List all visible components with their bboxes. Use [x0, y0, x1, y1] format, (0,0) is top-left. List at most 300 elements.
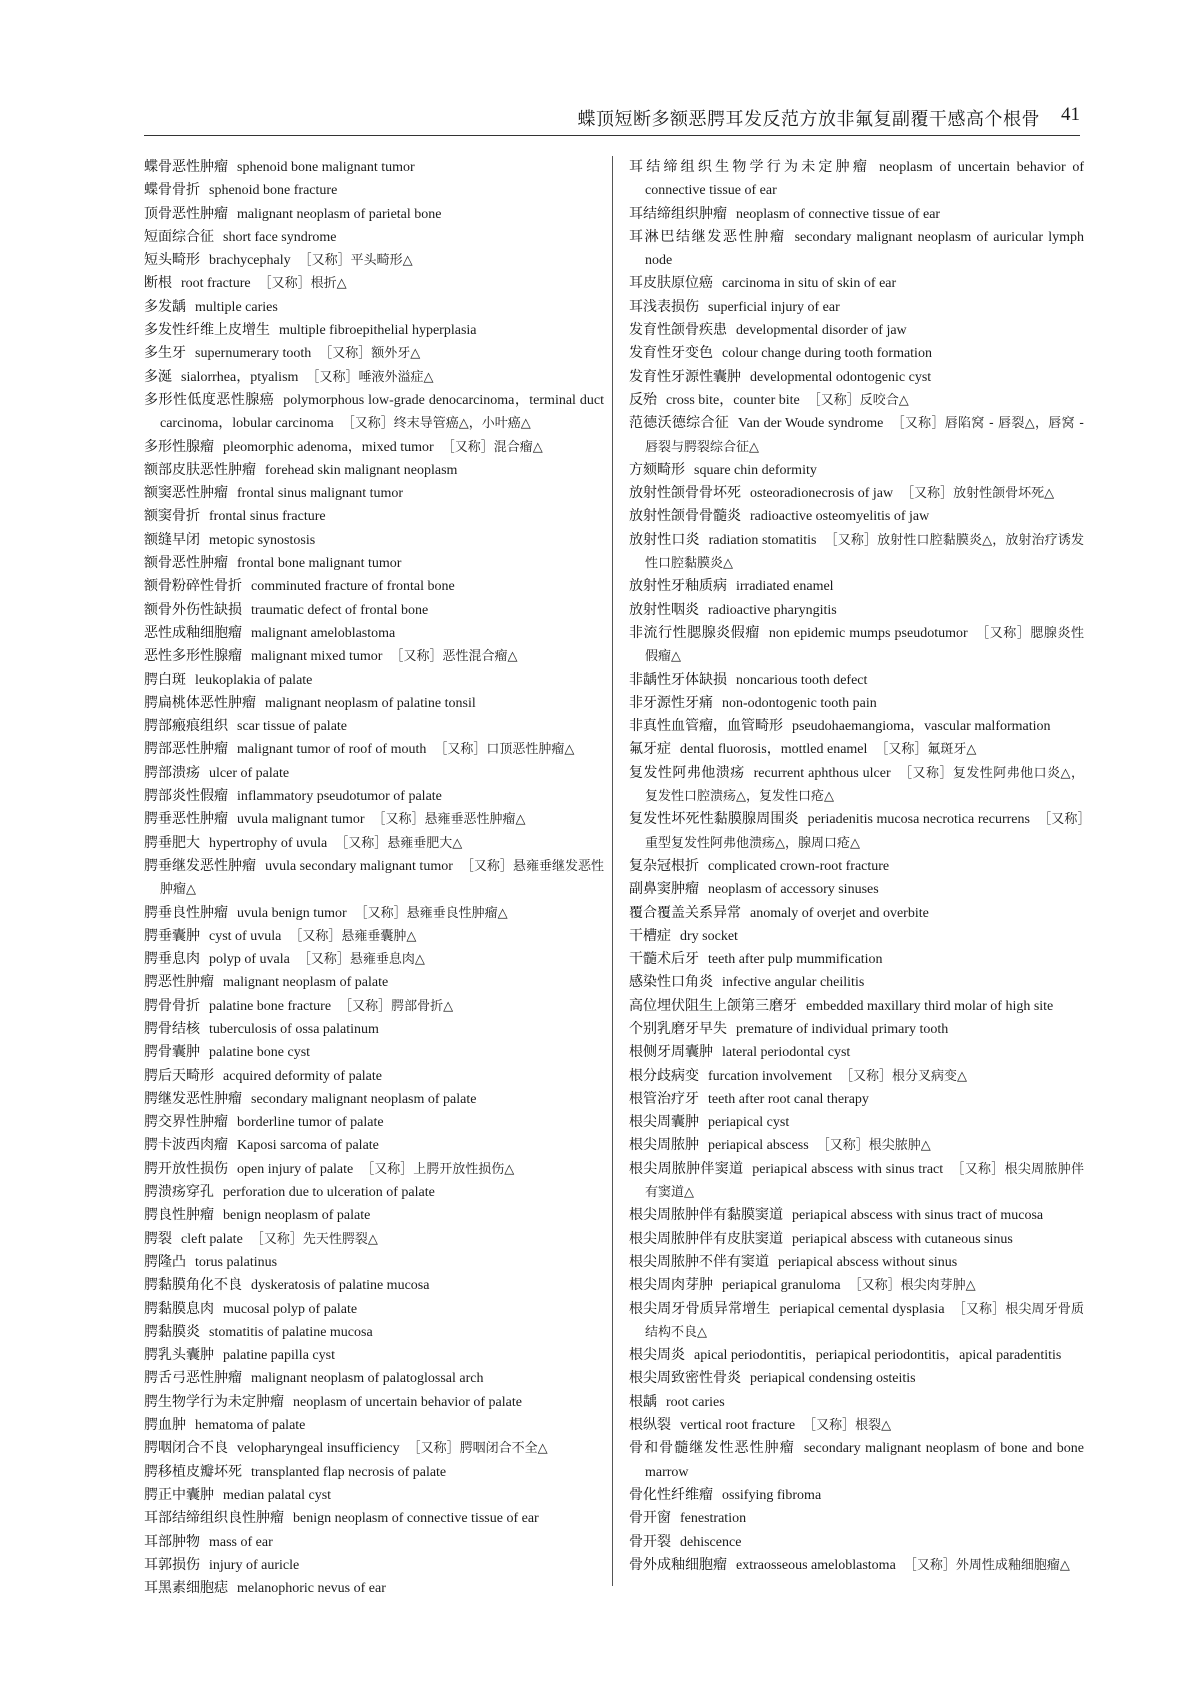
- term-synonym: ［ 又称］口顶恶性肿瘤△: [434, 742, 574, 757]
- term-chinese: 腭隆凸: [144, 1253, 186, 1270]
- glossary-entry: [629, 599, 1084, 622]
- term-synonym: ［ 又称］混合瘤△: [442, 440, 543, 455]
- term-chinese: 腭部瘢痕组织: [144, 718, 228, 735]
- term-chinese: 范德沃德综合征: [629, 415, 730, 432]
- term-synonym: ［ 又称］悬雍垂肥大△: [335, 836, 462, 851]
- glossary-entry: [144, 948, 604, 971]
- term-chinese: 腭开放性损伤: [144, 1160, 228, 1177]
- term-chinese: 骨和骨髓继发性恶性肿瘤: [629, 1440, 795, 1457]
- term-chinese: 骨开裂: [629, 1533, 671, 1550]
- glossary-entry: [629, 925, 1084, 948]
- glossary-entry: [144, 366, 604, 389]
- term-english: palatine bone fracture: [209, 998, 332, 1014]
- glossary-entry: [144, 832, 604, 855]
- term-chinese: 骨化性纤维瘤: [629, 1486, 713, 1503]
- term-chinese: 腭垂息肉: [144, 951, 200, 968]
- term-chinese: 覆合覆盖关系异常: [629, 904, 741, 921]
- glossary-entry: [629, 1414, 1084, 1437]
- term-english: short face syndrome: [223, 229, 337, 245]
- term-synonym: ［ 又称］复发性阿弗他口炎△，复发性口腔溃疡△，复发性口疮△: [645, 766, 1084, 804]
- glossary-entry: [629, 738, 1084, 761]
- glossary-entry: [144, 1088, 604, 1111]
- term-chinese: 根尖周致密性骨炎: [629, 1370, 741, 1387]
- glossary-entry: [629, 878, 1084, 901]
- term-chinese: 腭交界性肿瘤: [144, 1114, 228, 1131]
- term-chinese: 恶性多形性腺瘤: [144, 648, 242, 665]
- term-english: hematoma of palate: [195, 1418, 306, 1434]
- term-chinese: 顶骨恶性肿瘤: [144, 205, 228, 222]
- term-english: torus palatinus: [195, 1254, 278, 1270]
- term-english: benign neoplasm of palate: [223, 1208, 371, 1224]
- term-english: radiation stomatitis: [708, 532, 817, 548]
- term-english: pleomorphic adenoma，mixed tumor: [223, 439, 434, 455]
- glossary-entry: [144, 738, 604, 761]
- glossary-entry: [144, 1461, 604, 1484]
- term-english: periapical condensing osteitis: [750, 1371, 916, 1387]
- term-chinese: 恶性成釉细胞瘤: [144, 624, 242, 641]
- term-english: square chin deformity: [694, 462, 817, 478]
- glossary-entry: [144, 1367, 604, 1390]
- term-synonym: ［ 又称］放射性颌骨坏死△: [901, 486, 1054, 501]
- glossary-entry: [629, 948, 1084, 971]
- term-chinese: 腭黏膜炎: [144, 1323, 200, 1340]
- term-chinese: 放射性颌骨骨髓炎: [629, 508, 741, 525]
- glossary-entry: [144, 785, 604, 808]
- term-chinese: 腭继发恶性肿瘤: [144, 1090, 242, 1107]
- term-chinese: 腭骨骨折: [144, 997, 200, 1014]
- term-english: polyp of uvala: [209, 952, 290, 968]
- term-chinese: 蝶骨骨折: [144, 182, 200, 199]
- term-english: developmental disorder of jaw: [736, 323, 907, 339]
- term-chinese: 根尖周牙骨质异常增生: [629, 1300, 771, 1317]
- term-english: dental fluorosis，mottled enamel: [680, 742, 868, 758]
- term-english: secondary malignant neoplasm of palate: [251, 1091, 477, 1107]
- term-english: osteoradionecrosis of jaw: [750, 486, 894, 502]
- term-english: uvula benign tumor: [237, 905, 347, 921]
- term-chinese: 腭咽闭合不良: [144, 1440, 228, 1457]
- glossary-entry: [629, 622, 1084, 669]
- term-english: malignant mixed tumor: [251, 649, 383, 665]
- glossary-entry: [144, 762, 604, 785]
- glossary-entry: [629, 1204, 1084, 1227]
- term-chinese: 蝶骨恶性肿瘤: [144, 159, 228, 175]
- term-chinese: 腭溃疡穿孔: [144, 1184, 214, 1201]
- term-english: recurrent aphthous ulcer: [753, 765, 891, 781]
- term-chinese: 多形性腺瘤: [144, 438, 214, 455]
- term-chinese: 腭裂: [144, 1230, 172, 1247]
- term-english: transplanted flap necrosis of palate: [251, 1464, 447, 1480]
- term-synonym: ［ 又称］悬雍垂囊肿△: [289, 929, 416, 944]
- term-chinese: 多发性纤维上皮增生: [144, 322, 270, 339]
- term-english: periapical abscess with sinus tract of mucosa: [792, 1208, 1044, 1224]
- term-english: median palatal cyst: [223, 1487, 332, 1503]
- term-chinese: 副鼻窦肿瘤: [629, 881, 699, 898]
- glossary-entry: [144, 622, 604, 645]
- term-chinese: 多发龋: [144, 298, 186, 315]
- glossary-entry: [629, 1228, 1084, 1251]
- glossary-entry: [629, 156, 1084, 203]
- glossary-entry: [144, 529, 604, 552]
- term-chinese: 非牙源性牙痛: [629, 694, 713, 711]
- term-english: extraosseous ameloblastoma: [736, 1557, 896, 1573]
- glossary-entry: [144, 1158, 604, 1181]
- term-english: irradiated enamel: [736, 579, 834, 595]
- glossary-entry: [629, 1367, 1084, 1390]
- term-chinese: 短头畸形: [144, 252, 200, 269]
- glossary-entry: [144, 855, 604, 902]
- term-synonym: ［ 又称］悬雍垂良性肿瘤△: [355, 906, 508, 921]
- term-english: non-odontogenic tooth pain: [722, 695, 877, 711]
- glossary-entry: [629, 1344, 1084, 1367]
- glossary-entry: [629, 1134, 1084, 1157]
- term-english: mass of ear: [209, 1534, 273, 1550]
- term-chinese: 多形性低度恶性腺癌: [144, 391, 275, 408]
- glossary-entry: [629, 855, 1084, 878]
- glossary-entry: [629, 389, 1084, 412]
- term-synonym: ［ 又称］恶性混合瘤△: [390, 649, 517, 664]
- term-english: carcinoma in situ of skin of ear: [722, 276, 897, 292]
- term-chinese: 放射性颌骨骨坏死: [629, 485, 741, 502]
- term-synonym: ［ 又称］根分叉病变△: [840, 1069, 967, 1084]
- term-english: traumatic defect of frontal bone: [251, 602, 429, 618]
- glossary-entry: [629, 1018, 1084, 1041]
- term-english: neoplasm of uncertain behavior of connective tissue of ear: [645, 160, 1084, 199]
- term-chinese: 耳浅表损伤: [629, 298, 699, 315]
- term-synonym: ［ 又称］外周性成釉细胞瘤△: [904, 1558, 1070, 1573]
- term-english: radioactive pharyngitis: [708, 602, 837, 618]
- glossary-entry: [144, 995, 604, 1018]
- glossary-entry: [144, 1111, 604, 1134]
- glossary-entry: [629, 1041, 1084, 1064]
- term-chinese: 根尖周炎: [629, 1347, 685, 1364]
- term-english: root fracture: [181, 276, 251, 292]
- glossary-entry: [629, 459, 1084, 482]
- glossary-entry: [629, 1251, 1084, 1274]
- term-chinese: 额窦骨折: [144, 508, 200, 525]
- term-chinese: 发育性牙变色: [629, 345, 713, 362]
- term-chinese: 腭乳头囊肿: [144, 1347, 214, 1364]
- glossary-entry: [144, 575, 604, 598]
- term-chinese: 根尖周脓肿: [629, 1137, 699, 1154]
- term-synonym: ［ 又称］氟斑牙△: [875, 742, 976, 757]
- glossary-entry: [629, 1531, 1084, 1554]
- term-english: ulcer of palate: [209, 765, 290, 781]
- term-chinese: 耳皮肤原位癌: [629, 275, 713, 292]
- glossary-entry: [144, 249, 604, 272]
- term-english: frontal bone malignant tumor: [237, 556, 402, 572]
- glossary-entry: [144, 808, 604, 831]
- term-english: neoplasm of connective tissue of ear: [736, 206, 941, 222]
- term-chinese: 耳淋巴结继发恶性肿瘤: [629, 228, 786, 245]
- term-english: cross bite，counter bite: [666, 392, 800, 408]
- glossary-entry: [144, 1041, 604, 1064]
- column-divider: [612, 156, 613, 1586]
- term-chinese: 骨外成釉细胞瘤: [629, 1556, 727, 1573]
- glossary-entry: [629, 1088, 1084, 1111]
- glossary-entry: [144, 1437, 604, 1460]
- term-chinese: 腭正中囊肿: [144, 1486, 214, 1503]
- glossary-entry: [629, 1554, 1084, 1577]
- glossary-entry: [144, 1298, 604, 1321]
- glossary-entry: [144, 342, 604, 365]
- term-chinese: 腭扁桃体恶性肿瘤: [144, 694, 256, 711]
- term-english: teeth after root canal therapy: [708, 1091, 869, 1107]
- term-chinese: 非真性血管瘤，血管畸形: [629, 718, 783, 735]
- term-chinese: 反殆: [629, 391, 657, 408]
- term-chinese: 耳部结缔组织良性肿瘤: [144, 1510, 284, 1527]
- glossary-entry: [629, 1507, 1084, 1530]
- glossary-entry: [629, 296, 1084, 319]
- glossary-entry: [629, 366, 1084, 389]
- glossary-entry: [144, 669, 604, 692]
- term-chinese: 额骨外伤性缺损: [144, 601, 242, 618]
- term-chinese: 腭生物学行为未定肿瘤: [144, 1393, 284, 1410]
- glossary-entry: [144, 1507, 604, 1530]
- left-column: [144, 156, 604, 1600]
- glossary-entry: [629, 226, 1084, 273]
- term-chinese: 根尖周脓肿伴有皮肤窦道: [629, 1230, 783, 1247]
- glossary-entry: [144, 1344, 604, 1367]
- term-english: periadenitis mucosa necrotica recurrens: [807, 812, 1030, 828]
- term-english: brachycephaly: [209, 253, 291, 269]
- glossary-entry: [629, 482, 1084, 505]
- term-english: lateral periodontal cyst: [722, 1045, 851, 1061]
- term-english: superficial injury of ear: [708, 299, 840, 315]
- term-synonym: ［ 又称］根裂△: [803, 1418, 891, 1433]
- term-english: developmental odontogenic cyst: [750, 369, 932, 385]
- term-english: malignant neoplasm of palatine tonsil: [265, 695, 476, 711]
- term-synonym: ［ 又称］终末导管癌△，小叶癌△: [342, 416, 531, 431]
- term-synonym: ［ 又称］放射性口腔黏膜炎△，放射治疗诱发性口腔黏膜炎△: [645, 533, 1084, 571]
- term-chinese: 腭骨结核: [144, 1020, 200, 1037]
- term-chinese: 复发性阿弗他溃疡: [629, 764, 745, 781]
- term-english: teeth after pulp mummification: [708, 952, 883, 968]
- glossary-entry: [629, 505, 1084, 528]
- term-chinese: 腭垂继发恶性肿瘤: [144, 857, 257, 874]
- term-chinese: 耳部肿物: [144, 1533, 200, 1550]
- term-english: cleft palate: [181, 1231, 243, 1247]
- term-english: forehead skin malignant neoplasm: [265, 462, 458, 478]
- glossary-entry: [629, 669, 1084, 692]
- term-english: vertical root fracture: [680, 1418, 796, 1434]
- glossary-entry: [629, 1391, 1084, 1414]
- term-chinese: 腭黏膜角化不良: [144, 1277, 242, 1294]
- term-english: periapical cyst: [708, 1115, 790, 1131]
- term-english: infective angular cheilitis: [722, 975, 865, 991]
- glossary-entry: [629, 1274, 1084, 1297]
- glossary-entry: [144, 692, 604, 715]
- glossary-entry: [629, 692, 1084, 715]
- glossary-entry: [629, 342, 1084, 365]
- term-chinese: 根尖周脓肿不伴有窦道: [629, 1253, 769, 1270]
- term-synonym: ［ 又称］根尖脓肿△: [817, 1138, 931, 1153]
- glossary-entry: [629, 762, 1084, 809]
- term-chinese: 腭舌弓恶性肿瘤: [144, 1370, 242, 1387]
- term-english: supernumerary tooth: [195, 346, 312, 362]
- right-column: [629, 156, 1084, 1577]
- term-chinese: 腭后天畸形: [144, 1067, 214, 1084]
- term-chinese: 复发性坏死性黏膜腺周围炎: [629, 811, 799, 828]
- term-synonym: ［ 又称］悬雍垂息肉△: [298, 952, 425, 967]
- term-english: periapical abscess with cutaneous sinus: [792, 1231, 1013, 1247]
- term-chinese: 断根: [144, 275, 172, 292]
- glossary-entry: [144, 1274, 604, 1297]
- term-english: pseudohaemangioma，vascular malformation: [792, 719, 1051, 735]
- term-chinese: 腭垂囊肿: [144, 927, 200, 944]
- term-chinese: 根纵裂: [629, 1417, 671, 1434]
- glossary-entry: [144, 1204, 604, 1227]
- term-english: malignant neoplasm of parietal bone: [237, 206, 442, 222]
- glossary-entry: [629, 1484, 1084, 1507]
- term-chinese: 额骨粉碎性骨折: [144, 578, 242, 595]
- term-synonym: ［ 又称］重型复发性阿弗他溃疡△，腺周口疮△: [645, 812, 1084, 850]
- term-synonym: ［ 又称］反咬合△: [808, 393, 909, 408]
- glossary-entry: [144, 459, 604, 482]
- term-english: malignant neoplasm of palatoglossal arch: [251, 1371, 484, 1387]
- term-chinese: 方颏畸形: [629, 461, 685, 478]
- term-chinese: 额缝早闭: [144, 531, 200, 548]
- term-english: root caries: [666, 1394, 725, 1410]
- glossary-entry: [629, 412, 1084, 459]
- term-english: fenestration: [680, 1511, 747, 1527]
- glossary-entry: [629, 1437, 1084, 1484]
- term-synonym: ［ 又称］腭咽闭合不全△: [408, 1441, 548, 1456]
- page-number: 41: [1061, 104, 1080, 125]
- page-header: [144, 103, 1080, 136]
- term-chinese: 根尖周囊肿: [629, 1114, 699, 1131]
- term-chinese: 氟牙症: [629, 741, 671, 758]
- term-english: benign neoplasm of connective tissue of ear: [293, 1511, 539, 1527]
- term-chinese: 腭黏膜息肉: [144, 1300, 214, 1317]
- term-english: melanophoric nevus of ear: [237, 1581, 386, 1597]
- term-synonym: ［ 又称］平头畸形△: [299, 253, 413, 268]
- term-english: stomatitis of palatine mucosa: [209, 1324, 373, 1340]
- glossary-entry: [629, 1111, 1084, 1134]
- glossary-entry: [144, 296, 604, 319]
- term-english: acquired deformity of palate: [223, 1068, 382, 1084]
- term-synonym: ［ 又称］上腭开放性损伤△: [361, 1162, 514, 1177]
- term-synonym: ［ 又称］唇陷窝 - 唇裂△，唇窝 - 唇裂与腭裂综合征△: [645, 416, 1084, 454]
- glossary-entry: [144, 925, 604, 948]
- term-english: comminuted fracture of frontal bone: [251, 579, 455, 595]
- term-chinese: 放射性咽炎: [629, 601, 699, 618]
- term-synonym: ［ 又称］根折△: [259, 276, 347, 291]
- term-english: dyskeratosis of palatine mucosa: [251, 1278, 430, 1294]
- term-english: uvula malignant tumor: [237, 812, 365, 828]
- glossary-entry: [629, 902, 1084, 925]
- glossary-entry: [144, 389, 604, 436]
- running-head-title: 蝶顶短断多额恶腭耳发反范方放非氟复副覆干感高个根骨: [577, 109, 1040, 130]
- glossary-entry: [144, 1228, 604, 1251]
- glossary-entry: [144, 179, 604, 202]
- term-synonym: ［ 又称］唾液外溢症△: [306, 370, 433, 385]
- term-chinese: 额窦恶性肿瘤: [144, 485, 228, 502]
- glossary-entry: [144, 156, 604, 179]
- term-chinese: 腭部炎性假瘤: [144, 788, 228, 805]
- glossary-entry: [144, 599, 604, 622]
- term-english: open injury of palate: [237, 1161, 354, 1177]
- term-synonym: ［ 又称］悬雍垂恶性肿瘤△: [373, 812, 526, 827]
- glossary-entry: [629, 1158, 1084, 1205]
- term-english: dehiscence: [680, 1534, 742, 1550]
- term-chinese: 放射性牙釉质病: [629, 578, 727, 595]
- glossary-entry: [144, 1181, 604, 1204]
- term-chinese: 耳郭损伤: [144, 1556, 200, 1573]
- term-english: tuberculosis of ossa palatinum: [209, 1021, 379, 1037]
- glossary-entry: [629, 575, 1084, 598]
- term-english: periapical abscess with sinus tract: [752, 1161, 944, 1177]
- term-english: periapical abscess: [708, 1138, 809, 1154]
- term-synonym: ［ 又称］根尖肉芽肿△: [849, 1278, 976, 1293]
- term-chinese: 根分歧病变: [629, 1067, 699, 1084]
- glossary-entry: [144, 203, 604, 226]
- term-english: sphenoid bone fracture: [209, 183, 338, 199]
- term-synonym: ［ 又称］根尖周牙骨质结构不良△: [645, 1302, 1084, 1340]
- term-english: premature of individual primary tooth: [736, 1021, 949, 1037]
- term-chinese: 多涎: [144, 368, 172, 385]
- term-chinese: 腭移植皮瓣坏死: [144, 1463, 242, 1480]
- term-chinese: 个别乳磨牙早失: [629, 1020, 727, 1037]
- term-english: uvula secondary malignant tumor: [265, 858, 453, 874]
- glossary-entry: [629, 1065, 1084, 1088]
- glossary-entry: [629, 319, 1084, 342]
- term-chinese: 腭部恶性肿瘤: [144, 741, 228, 758]
- glossary-entry: [144, 436, 604, 459]
- term-english: periapical cemental dysplasia: [779, 1301, 945, 1317]
- term-english: palatine papilla cyst: [223, 1348, 335, 1364]
- term-english: secondary malignant neoplasm of bone and bone marrow: [645, 1441, 1084, 1480]
- term-english: injury of auricle: [209, 1557, 300, 1573]
- term-chinese: 根侧牙周囊肿: [629, 1044, 713, 1061]
- term-english: embedded maxillary third molar of high site: [806, 998, 1054, 1014]
- glossary-entry: [629, 529, 1084, 576]
- term-chinese: 根管治疗牙: [629, 1090, 699, 1107]
- glossary-entry: [144, 1391, 604, 1414]
- term-synonym: ［ 又称］腭部骨折△: [339, 999, 453, 1014]
- term-chinese: 感染性口角炎: [629, 974, 713, 991]
- term-chinese: 非龋性牙体缺损: [629, 671, 727, 688]
- glossary-entry: [144, 1251, 604, 1274]
- term-english: borderline tumor of palate: [237, 1115, 384, 1131]
- term-english: periapical abscess without sinus: [778, 1254, 958, 1270]
- term-english: secondary malignant neoplasm of auricular lymph node: [645, 229, 1084, 269]
- term-chinese: 干髓术后牙: [629, 951, 699, 968]
- term-chinese: 根龋: [629, 1393, 657, 1410]
- term-chinese: 腭部溃疡: [144, 764, 200, 781]
- glossary-entry: [144, 1018, 604, 1041]
- term-english: cyst of uvula: [209, 928, 282, 944]
- term-english: neoplasm of accessory sinuses: [708, 882, 879, 898]
- glossary-entry: [144, 1484, 604, 1507]
- term-english: mucosal polyp of palate: [223, 1301, 358, 1317]
- term-english: polymorphous low-grade denocarcinoma，terminal duct carcinoma，lobular carcinoma: [160, 392, 605, 432]
- term-chinese: 多生牙: [144, 345, 186, 362]
- term-english: scar tissue of palate: [237, 719, 348, 735]
- term-english: malignant neoplasm of palate: [223, 975, 389, 991]
- glossary-entry: [144, 552, 604, 575]
- term-english: ossifying fibroma: [722, 1487, 822, 1503]
- term-chinese: 腭垂肥大: [144, 834, 200, 851]
- term-synonym: ［ 又称］根尖周脓肿伴有窦道△: [645, 1162, 1084, 1200]
- term-chinese: 发育性牙源性囊肿: [629, 368, 741, 385]
- term-chinese: 发育性颌骨疾患: [629, 322, 727, 339]
- term-english: non epidemic mumps pseudotumor: [768, 625, 968, 641]
- term-english: periapical granuloma: [722, 1278, 841, 1294]
- glossary-entry: [144, 1414, 604, 1437]
- term-english: velopharyngeal insufficiency: [237, 1441, 400, 1457]
- glossary-entry: [629, 995, 1084, 1018]
- glossary-entry: [629, 272, 1084, 295]
